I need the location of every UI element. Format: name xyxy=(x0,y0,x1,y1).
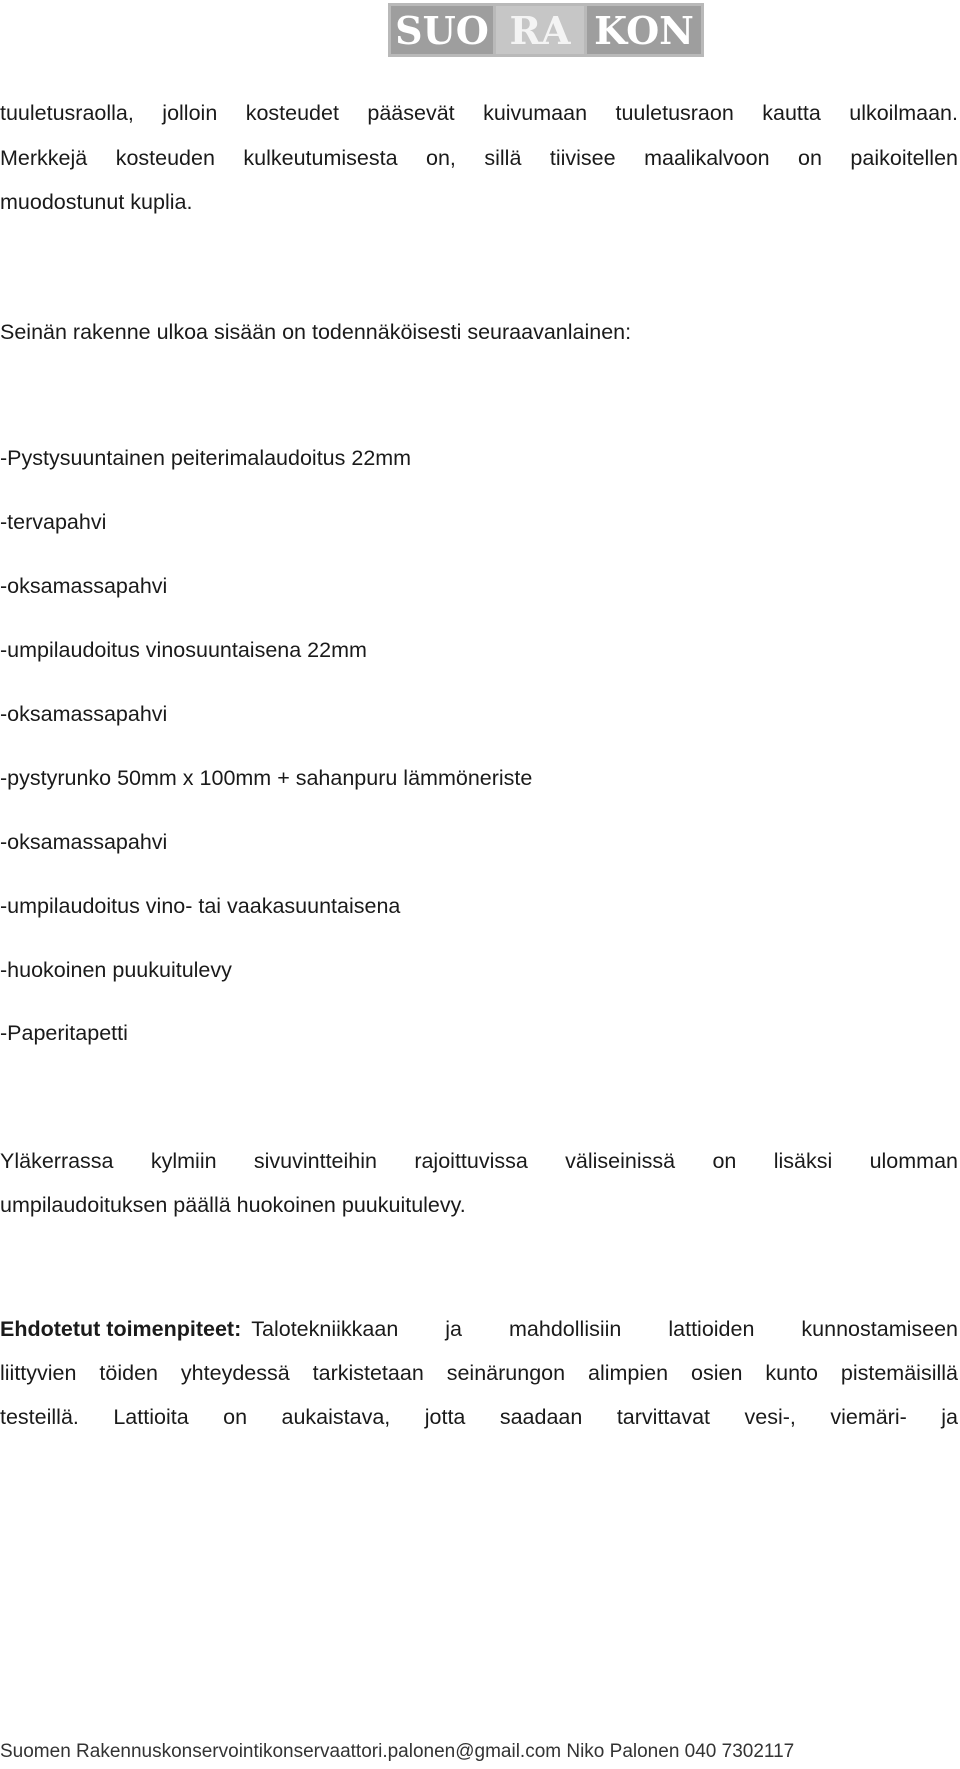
layer-item: -umpilaudoitus vinosuuntaisena 22mm xyxy=(0,638,367,662)
measures-line-3: testeillä. Lattioita on aukaistava, jotta saadaan tarvittavat vesi-, viemäri- ja xyxy=(0,1405,958,1429)
intro-line-1: tuuletusraolla, jolloin kosteudet pääsevät kuivumaan tuuletusraon kautta ulkoilmaan. xyxy=(0,101,958,125)
measures-label: Ehdotetut toimenpiteet: xyxy=(0,1317,242,1341)
logo-part-ra: RA xyxy=(496,6,584,54)
measures-line-2: liittyvien töiden yhteydessä tarkistetaan seinärungon alimpien osien kunto pistemäisillä xyxy=(0,1361,958,1385)
layer-item: -huokoinen puukuitulevy xyxy=(0,958,232,982)
structure-heading: Seinän rakenne ulkoa sisään on todennäköisesti seuraavanlainen: xyxy=(0,320,632,344)
measures-line-1-text: Talotekniikkaan ja mahdollisiin lattioiden kunnostamiseen xyxy=(251,1317,958,1341)
page-footer: Suomen Rakennuskonservointikonservaattori.palonen@gmail.com Niko Palonen 040 7302117 xyxy=(0,1741,795,1762)
logo-part-kon: KON xyxy=(587,6,701,54)
layer-item: -pystyrunko 50mm x 100mm + sahanpuru lämmöneriste xyxy=(0,766,533,790)
measures-line-1 xyxy=(0,1317,958,1342)
layer-item: -Paperitapetti xyxy=(0,1021,128,1045)
company-logo xyxy=(388,3,704,57)
logo-part-suo: SUO xyxy=(391,6,493,54)
layer-item: -oksamassapahvi xyxy=(0,702,168,726)
intro-line-3: muodostunut kuplia. xyxy=(0,190,193,214)
layer-item: -umpilaudoitus vino- tai vaakasuuntaisena xyxy=(0,894,401,918)
layer-item: -oksamassapahvi xyxy=(0,830,168,854)
upstairs-line-2: umpilaudoituksen päällä huokoinen puukuitulevy. xyxy=(0,1193,466,1217)
upstairs-line-1: Yläkerrassa kylmiin sivuvintteihin rajoittuvissa väliseinissä on lisäksi ulomman xyxy=(0,1149,958,1173)
layer-item: -tervapahvi xyxy=(0,510,107,534)
layer-item: -oksamassapahvi xyxy=(0,574,168,598)
intro-line-2: Merkkejä kosteuden kulkeutumisesta on, sillä tiivisee maalikalvoon on paikoitellen xyxy=(0,146,958,170)
layer-item: -Pystysuuntainen peiterimalaudoitus 22mm xyxy=(0,446,412,470)
